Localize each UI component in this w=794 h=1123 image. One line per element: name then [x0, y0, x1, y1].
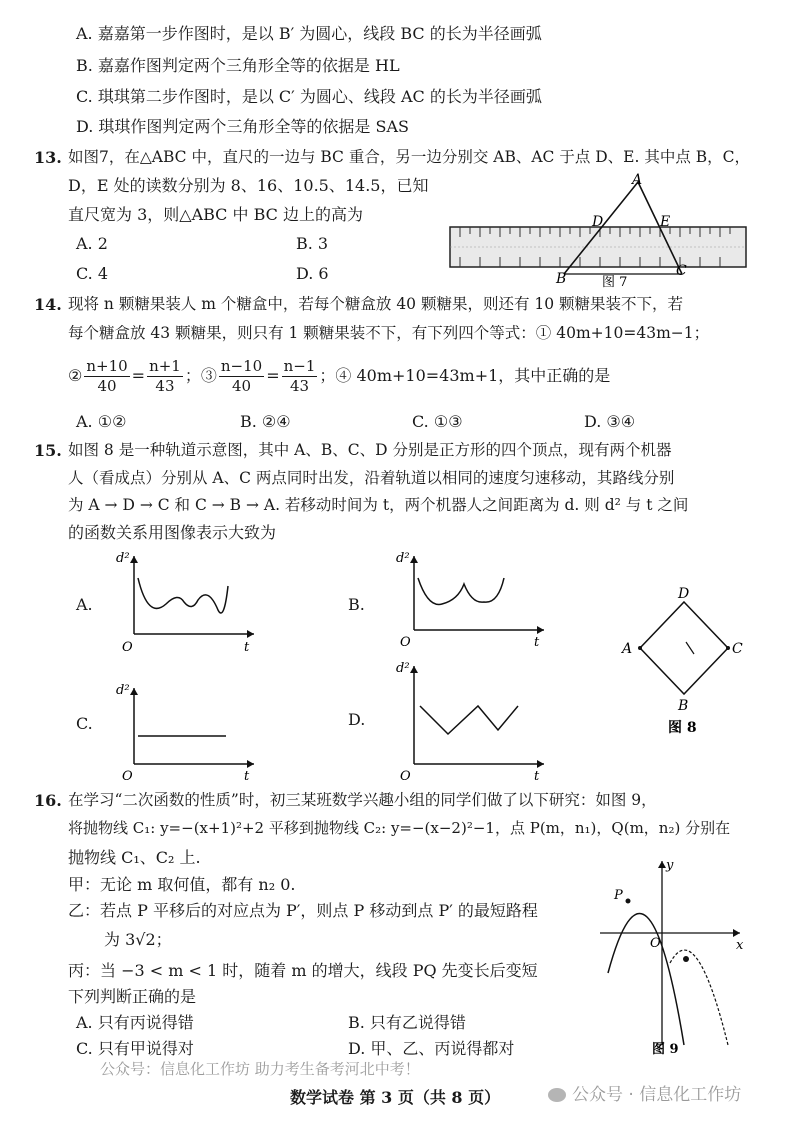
curve — [138, 578, 228, 613]
curve — [420, 706, 518, 734]
fraction-denominator: 40 — [97, 377, 117, 395]
fraction-denominator: 43 — [155, 377, 175, 395]
q16-option-d: D. 甲、乙、丙说得都对 — [348, 1039, 515, 1058]
q14-option-d: D. ③④ — [584, 412, 636, 431]
page-footer: 数学试卷 第 3 页（共 8 页） — [290, 1088, 501, 1107]
point-e-label: E — [660, 214, 671, 230]
parabola-c2 — [670, 950, 728, 1045]
square-track — [640, 602, 728, 694]
x-axis-label: t — [244, 769, 250, 784]
watermark-left: 公众号：信息化工作坊 助力考生备考河北中考！ — [100, 1060, 420, 1078]
equals-sign: = — [266, 366, 280, 385]
origin-label: O — [650, 936, 661, 951]
watermark-right — [548, 1087, 741, 1104]
question-number: 15. — [34, 441, 62, 460]
q15-graph-c — [104, 676, 264, 786]
question-number: 14. — [34, 295, 62, 314]
y-axis-label: d² — [396, 551, 410, 566]
q15-text-line2: 人（看成点）分别从 A、C 两点同时出发，沿着轨道以相同的速度匀速移动，其路线分别 — [68, 469, 675, 487]
q15-choice-c-label: C. — [76, 714, 93, 733]
point-a-label: A — [632, 172, 643, 188]
x-axis-label: t — [534, 635, 540, 650]
q14-option-b: B. ②④ — [240, 412, 291, 431]
q14-option-c: C. ①③ — [412, 412, 463, 431]
vertex-d-label: D — [678, 586, 690, 602]
point-p-label: P — [614, 888, 623, 903]
equals-sign: = — [131, 366, 146, 385]
y-axis-label: d² — [116, 683, 130, 698]
figure-7-ruler-triangle — [440, 170, 760, 290]
watermark-right-text: 公众号 · 信息化工作坊 — [572, 1085, 742, 1105]
q15-text-line1: 如图 8 是一种轨道示意图，其中 A、B、C、D 分别是正方形的四个顶点，现有两个机器 — [68, 441, 672, 459]
q16-statement-bing: 丙：当 −3 < m < 1 时，随着 m 的增大，线段 PQ 先变长后变短 — [68, 961, 538, 980]
q13-text-line2: D，E 处的读数分别为 8、16、10.5、14.5，已知 — [68, 176, 429, 195]
fraction — [84, 359, 129, 394]
y-axis-label: y — [666, 858, 674, 873]
q13-text-line3: 直尺宽为 3，则△ABC 中 BC 边上的高为 — [68, 205, 363, 224]
q13-option-d: D. 6 — [296, 264, 329, 283]
q13-text-line1: 如图7，在△ABC 中，直尺的一边与 BC 重合，另一边分别交 AB、AC 于点 D、E. 其中点 B，C， — [68, 148, 751, 166]
q15-graph-b — [384, 548, 554, 658]
q15-text-line3: 为 A → D → C 和 C → B → A. 若移动时间为 t，两个机器人之间距离为 d. 则 d² 与 t 之间 — [68, 496, 689, 514]
point-c-label: C — [676, 263, 687, 279]
q12-option-d: D. 琪琪作图判定两个三角形全等的依据是 SAS — [76, 117, 409, 136]
fraction — [147, 359, 183, 394]
q14-equations-line — [68, 359, 610, 394]
figure-9-caption: 图 9 — [652, 1042, 679, 1055]
point-d-label: D — [592, 214, 604, 230]
q16-judge-prompt: 下列判断正确的是 — [68, 987, 197, 1006]
q12-option-b: B. 嘉嘉作图判定两个三角形全等的依据是 HL — [76, 56, 400, 75]
q14-option-a: A. ①② — [76, 412, 127, 431]
curve — [418, 578, 504, 604]
q16-statement-jia: 甲：无论 m 取何值，都有 n₂ 0. — [68, 875, 296, 894]
origin-label: O — [122, 769, 133, 784]
figure-8-square-track — [614, 580, 754, 740]
q16-text-line1: 在学习“二次函数的性质”时，初三某班数学兴趣小组的同学们做了以下研究：如图 9， — [68, 791, 657, 809]
q16-statement-yi-line2: 为 3√2； — [104, 930, 172, 949]
q16-statement-yi-line1: 乙：若点 P 平移后的对应点为 P′，则点 P 移动到点 P′ 的最短路程 — [68, 901, 538, 920]
q15-choice-d-label: D. — [348, 710, 366, 729]
q16-text-line3: 抛物线 C₁、C₂ 上. — [68, 848, 201, 867]
fraction-numerator: n+10 — [86, 357, 128, 375]
q12-option-a: A. 嘉嘉第一步作图时，是以 B′ 为圆心，线段 BC 的长为半径画弧 — [76, 24, 542, 43]
q15-choice-b-label: B. — [348, 595, 365, 614]
vertex-a-label: A — [622, 641, 633, 657]
q16-option-c: C. 只有甲说得对 — [76, 1039, 194, 1058]
q16-option-a: A. 只有丙说得错 — [76, 1013, 194, 1032]
figure-8-caption: 图 8 — [668, 720, 697, 736]
fraction — [219, 359, 264, 394]
q14-equation-4-text: ；④ 40m+10=43m+1，其中正确的是 — [319, 366, 611, 385]
circled-3: ；③ — [184, 366, 217, 385]
q16-text-line2: 将抛物线 C₁: y=−(x+1)²+2 平移到抛物线 C₂: y=−(x−2)²−1，点 P(m，n₁)，Q(m，n₂) 分别在 — [68, 819, 731, 837]
q12-option-c: C. 琪琪第二步作图时，是以 C′ 为圆心、线段 AC 的长为半径画弧 — [76, 87, 542, 106]
question-number: 16. — [34, 791, 62, 810]
vertex-b-label: B — [678, 698, 689, 714]
wechat-icon — [548, 1088, 566, 1102]
q16-option-b: B. 只有乙说得错 — [348, 1013, 466, 1032]
fraction-numerator: n−1 — [283, 357, 316, 375]
y-axis-label: d² — [396, 661, 410, 676]
point-b-label: B — [556, 271, 567, 287]
x-axis-label: t — [244, 640, 250, 655]
figure-7-caption: 图 7 — [602, 275, 628, 290]
x-axis-label: t — [534, 769, 540, 784]
y-axis-label: d² — [116, 551, 130, 566]
origin-label: O — [122, 640, 133, 655]
vertex-c-label: C — [732, 641, 743, 657]
q13-option-a: A. 2 — [76, 234, 108, 253]
circled-2: ② — [68, 366, 83, 385]
q14-text-line2: 每个糖盒放 43 颗糖果，则只有 1 颗糖果装不下，有下列四个等式：① 40m+10=43m−1； — [68, 324, 710, 342]
question-number: 13. — [34, 148, 62, 167]
figure-9-parabolas — [590, 855, 760, 1055]
origin-label: O — [400, 635, 411, 650]
fraction-numerator: n−10 — [220, 357, 263, 375]
fraction-numerator: n+1 — [149, 357, 181, 375]
origin-label: O — [400, 769, 411, 784]
fraction-denominator: 43 — [289, 377, 310, 395]
q14-text-line1: 现将 n 颗糖果装人 m 个糖盒中，若每个糖盒放 40 颗糖果，则还有 10 颗糖果装不下，若 — [68, 295, 684, 313]
q13-option-c: C. 4 — [76, 264, 109, 283]
x-axis-label: x — [736, 938, 744, 953]
q15-text-line4: 的函数关系用图像表示大致为 — [68, 523, 277, 542]
q13-option-b: B. 3 — [296, 234, 329, 253]
fraction-denominator: 40 — [231, 377, 252, 395]
fraction — [282, 359, 318, 394]
q15-graph-a — [104, 548, 264, 658]
q15-choice-a-label: A. — [76, 595, 93, 614]
q15-graph-d — [384, 654, 554, 784]
